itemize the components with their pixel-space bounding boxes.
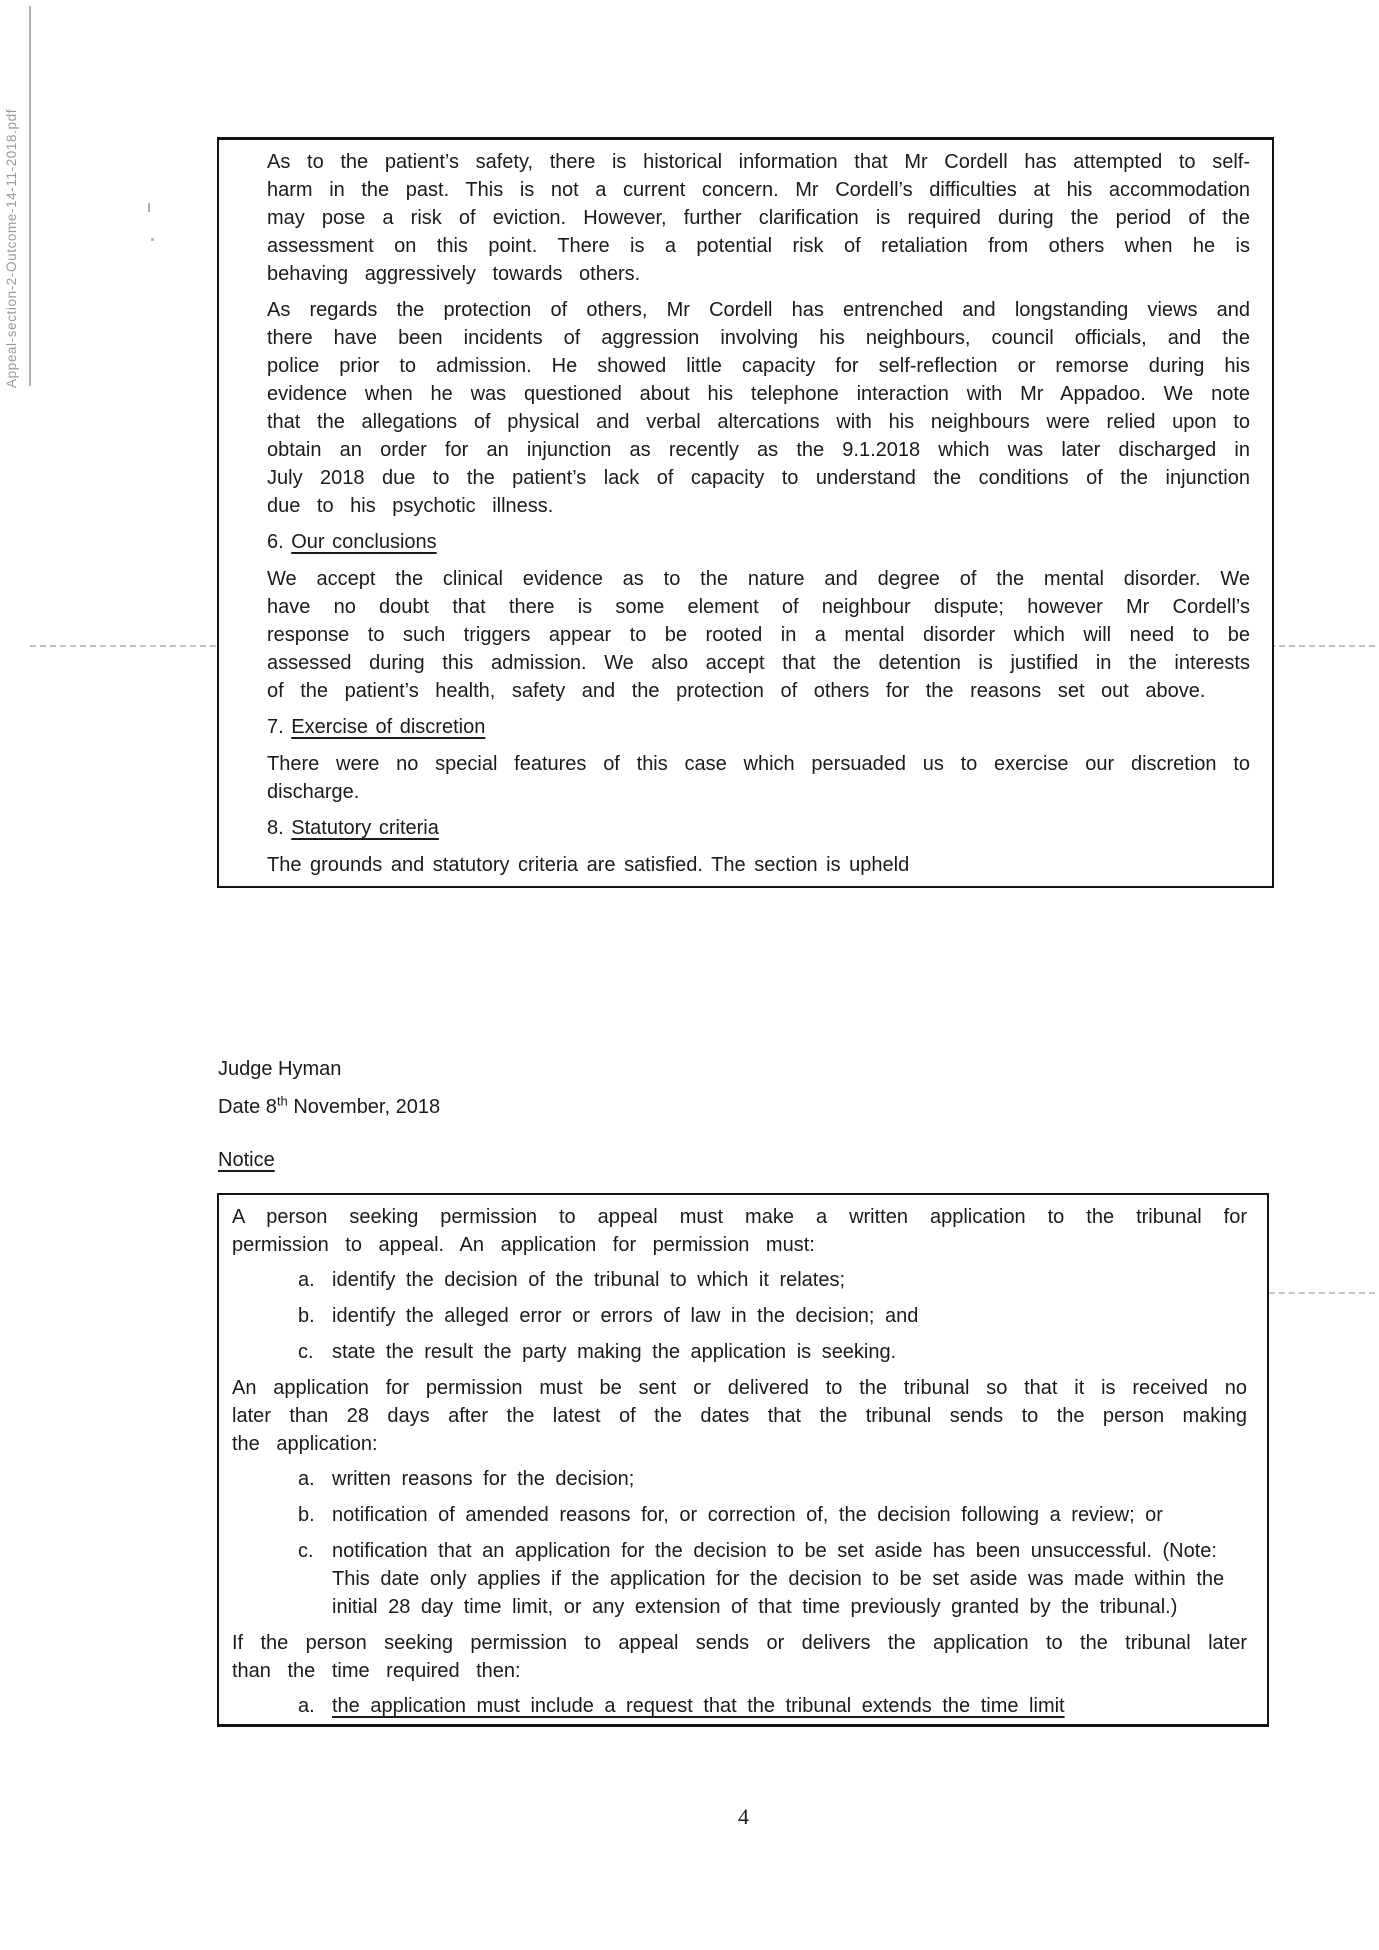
paragraph-discretion: There were no special features of this case which persuaded us to exercise our discretion to discharge. xyxy=(267,753,1250,803)
paragraph-protection-of-others: As regards the protection of others, Mr Cordell has entrenched and longstanding views and there have been incidents of aggression involving his neighbours, council officials, and the police prior to admission. He showed little capacity for self-reflection or remorse during his evidence when he was questioned about his telephone interaction with Mr Appadoo. We note that the allegations of physical and verbal altercations with his neighbours were relied upon to obtain an order for an injunction as recently as the 9.1.2018 which was later discharged in July 2018 due to the patient’s lack of capacity to understand the conditions of the injunction due to his psychotic illness. xyxy=(267,299,1250,517)
list-item-text: notification of amended reasons for, or correction of, the decision following a review; or xyxy=(332,1504,1163,1526)
list-item xyxy=(298,1338,1247,1366)
paragraph-patient-safety: As to the patient’s safety, there is historical information that Mr Cordell has attempted to self-harm in the past. This is not a current concern. Mr Cordell’s difficulties at his accommodation may pose a risk of eviction. However, further clarification is required during the period of the assessment on this point. There is a potential risk of retaliation from others when he is behaving aggressively towards others. xyxy=(267,151,1250,285)
date-text: November, 2018 xyxy=(287,1096,441,1118)
decision-box xyxy=(217,137,1274,888)
list-marker: c. xyxy=(298,1540,314,1562)
list-marker: b. xyxy=(298,1305,315,1327)
heading-number: 8. xyxy=(267,817,284,839)
notice-heading: Notice xyxy=(218,1149,275,1171)
list-item-text: notification that an application for the decision to be set aside has been unsuccessful. (Note: This date only applies if the application for the decision to be set aside was made within the initial 28 day time limit, or any extension of that time previously granted by the tribunal.) xyxy=(332,1540,1225,1618)
list-item-text: identify the alleged error or errors of law in the decision; and xyxy=(332,1305,919,1327)
date-text: Date 8 xyxy=(218,1096,277,1118)
list-item xyxy=(298,1465,1247,1493)
list-item xyxy=(298,1501,1247,1529)
heading-our-conclusions xyxy=(267,528,1250,556)
page-number: 4 xyxy=(738,1804,749,1829)
notice-box xyxy=(217,1193,1269,1727)
list-item-text: written reasons for the decision; xyxy=(332,1468,635,1490)
scan-speck xyxy=(151,238,154,241)
heading-number: 7. xyxy=(267,716,284,738)
heading-statutory-criteria xyxy=(267,814,1250,842)
heading-title: Our conclusions xyxy=(291,531,437,553)
decision-date xyxy=(218,1088,440,1126)
sidebar-divider xyxy=(29,6,31,386)
heading-number: 6. xyxy=(267,531,284,553)
heading-title: Exercise of discretion xyxy=(291,716,486,738)
list-item xyxy=(298,1302,1247,1330)
list-marker: c. xyxy=(298,1341,314,1363)
list-item-text: state the result the party making the application is seeking. xyxy=(332,1341,897,1363)
list-marker: b. xyxy=(298,1504,315,1526)
heading-exercise-of-discretion xyxy=(267,713,1250,741)
paragraph-statutory: The grounds and statutory criteria are satisfied. The section is upheld xyxy=(267,854,910,876)
paragraph-sent-delivered: An application for permission must be sent or delivered to the tribunal so that it is received no later than 28 days after the latest of the dates that the tribunal sends to the person making the application: xyxy=(232,1377,1247,1455)
list-item-text: identify the decision of the tribunal to which it relates; xyxy=(332,1269,846,1291)
list-item xyxy=(298,1537,1247,1621)
heading-title: Statutory criteria xyxy=(291,817,439,839)
judge-name: Judge Hyman xyxy=(218,1058,342,1080)
paragraph-appeal-intro: A person seeking permission to appeal must make a written application to the tribunal for permission to appeal. An application for permission must: xyxy=(232,1206,1247,1256)
signature-block xyxy=(218,1050,440,1126)
paragraph-late-application: If the person seeking permission to appeal sends or delivers the application to the tribunal later than the time required then: xyxy=(232,1632,1247,1682)
list-marker: a. xyxy=(298,1269,315,1291)
pdf-filename-watermark: Appeal-section-2-Outcome-14-11-2018.pdf xyxy=(4,108,19,388)
list-item xyxy=(298,1692,1247,1720)
list-marker: a. xyxy=(298,1695,315,1717)
list-item-text: the application must include a request that the tribunal extends the time limit xyxy=(332,1695,1065,1717)
list-item xyxy=(298,1266,1247,1294)
scan-speck xyxy=(148,203,150,212)
paragraph-conclusions: We accept the clinical evidence as to the nature and degree of the mental disorder. We have no doubt that there is some element of neighbour dispute; however Mr Cordell’s response to such triggers appear to be rooted in a mental disorder which will need to be assessed during this admission. We also accept that the detention is justified in the interests of the patient’s health, safety and the protection of others for the reasons set out above. xyxy=(267,568,1250,702)
list-marker: a. xyxy=(298,1468,315,1490)
date-ordinal-superscript: th xyxy=(276,1093,288,1109)
